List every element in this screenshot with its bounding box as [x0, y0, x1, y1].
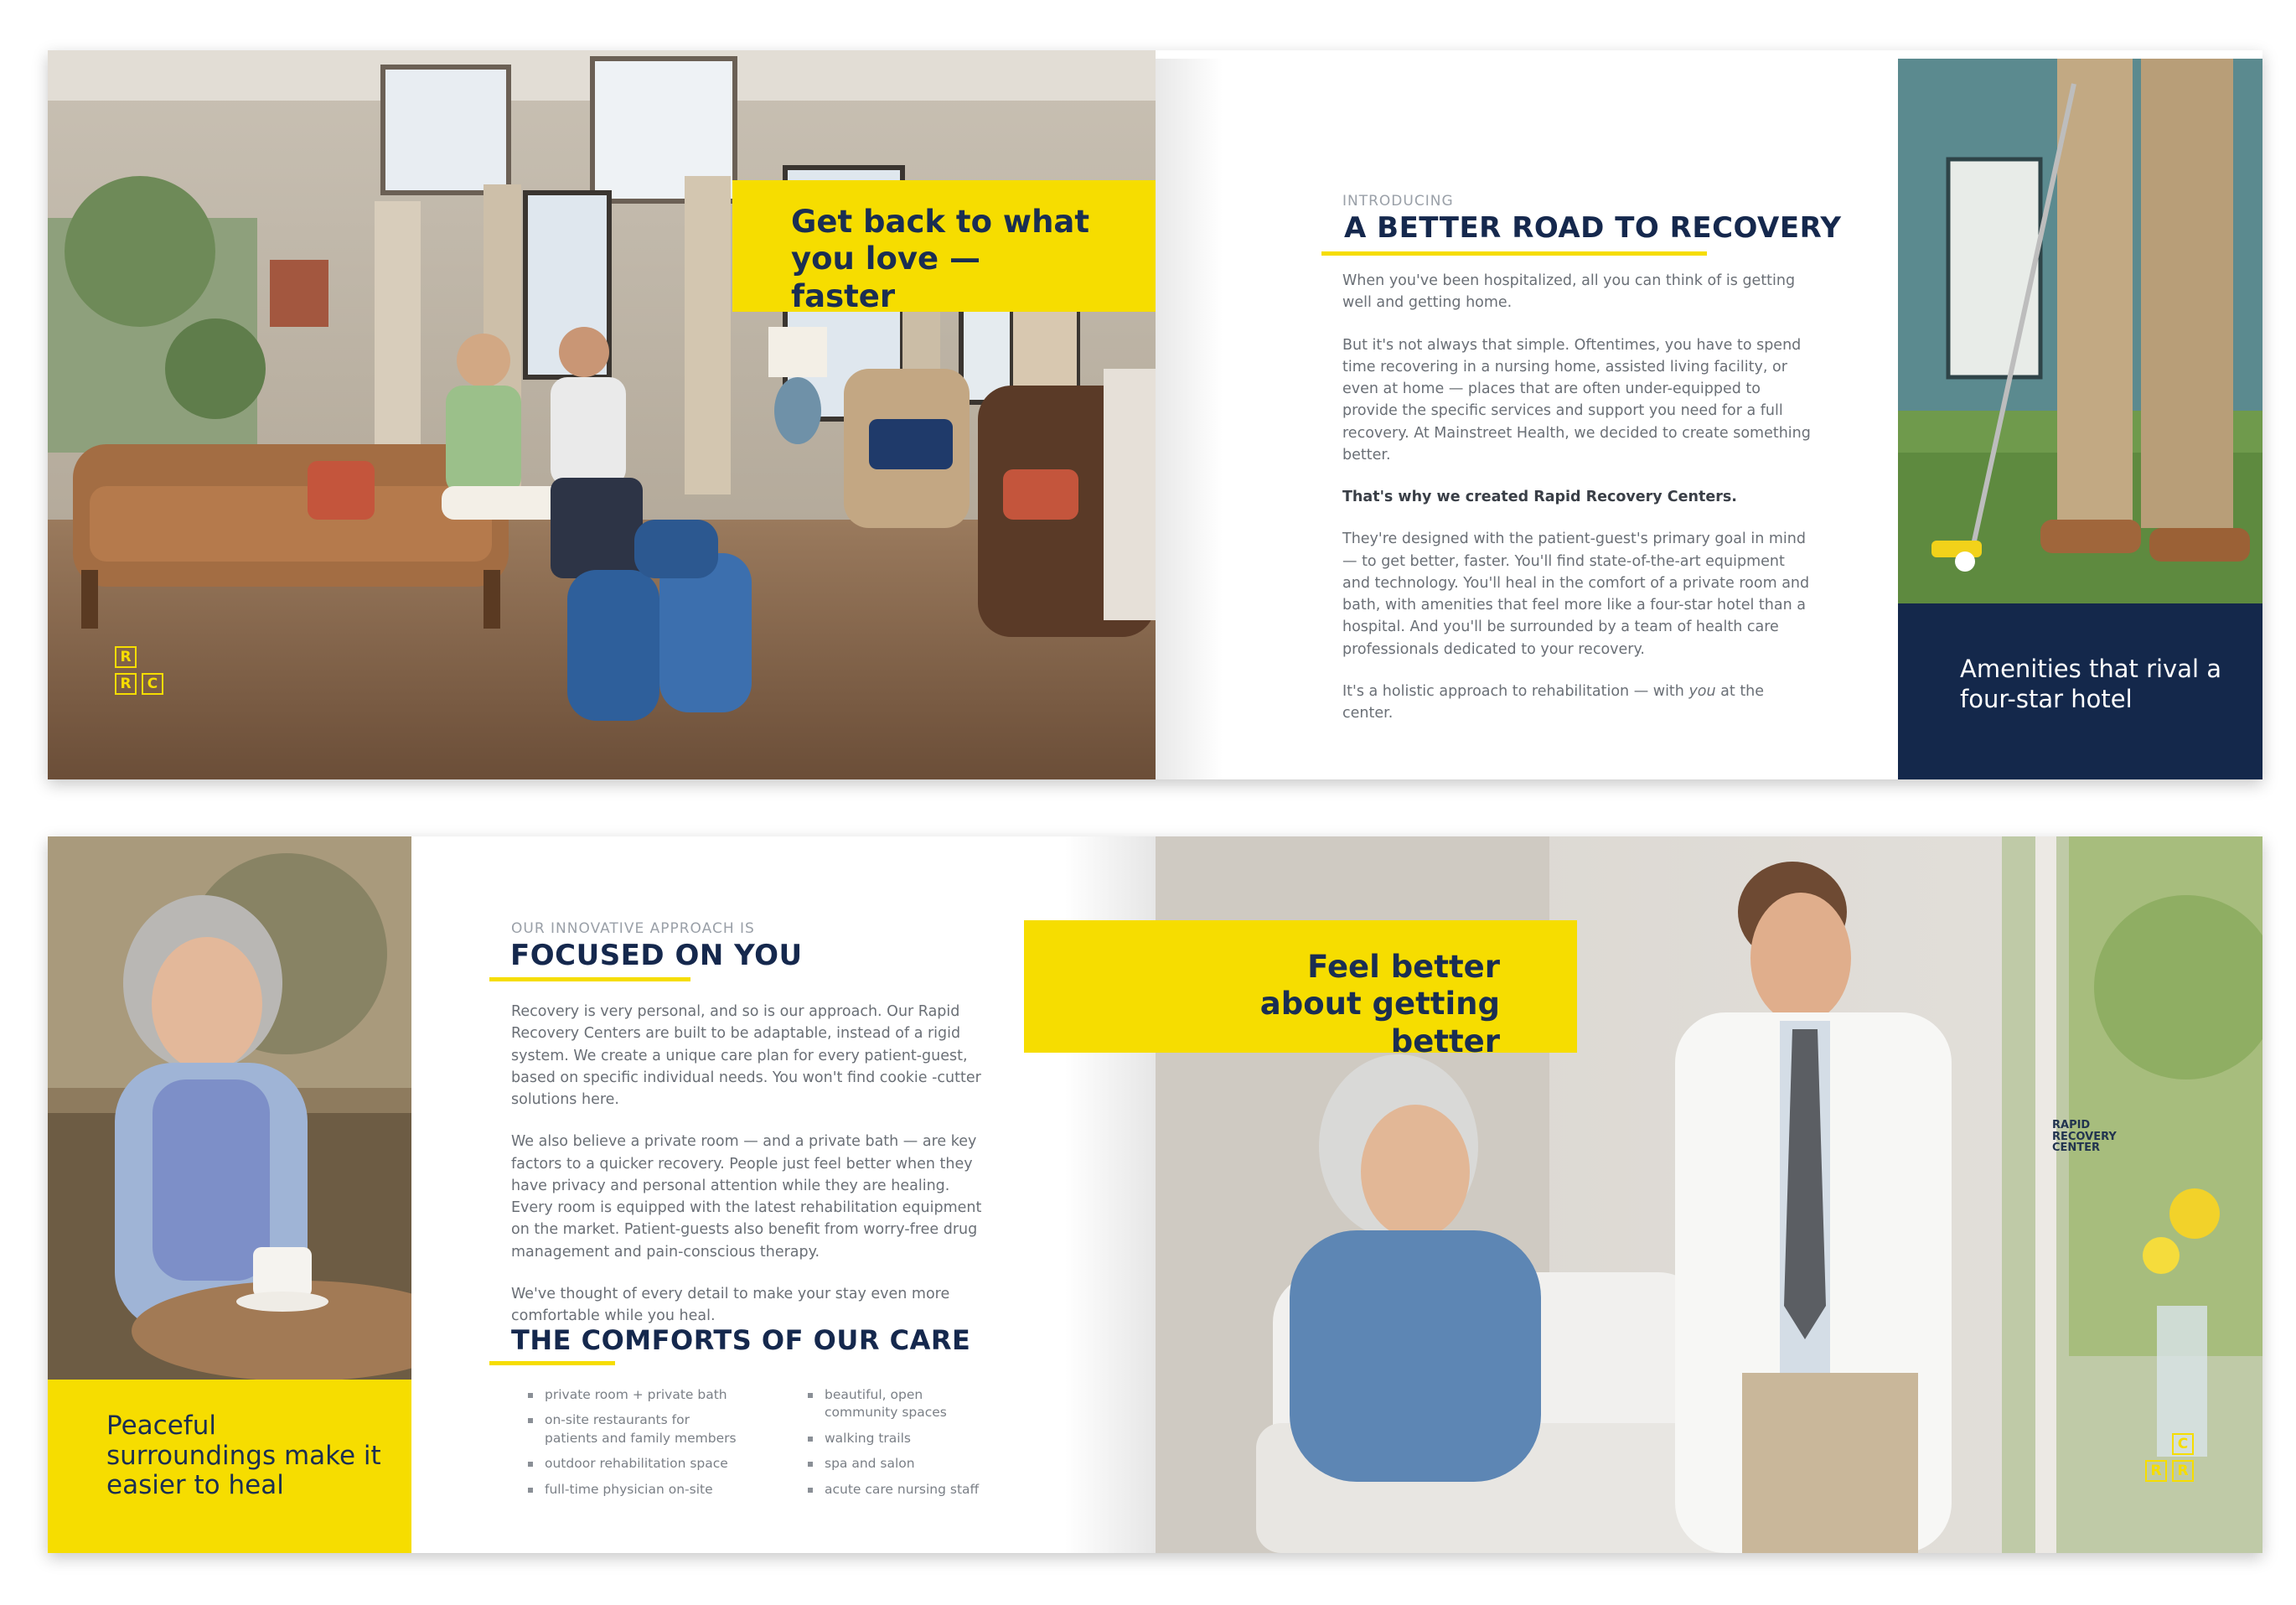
comforts-heading: THE COMFORTS OF OUR CARE	[511, 1324, 971, 1356]
focused-body	[511, 1001, 985, 1347]
brochure-spread-bottom	[48, 836, 2262, 1553]
lounge-illustration	[48, 50, 1156, 779]
list-item: private room + private bath	[528, 1386, 746, 1404]
brochure-spread-top	[48, 50, 2262, 779]
list-item: outdoor rehabilitation space	[528, 1455, 746, 1473]
list-item: on-site restaurants for patients and family members	[528, 1411, 746, 1447]
intro-bold-line: That's why we created Rapid Recovery Centers.	[1342, 489, 1737, 505]
logo-letter: R	[115, 646, 137, 668]
callout-feel-better-text: Feel better about getting better	[1259, 949, 1500, 1059]
intro-heading: A BETTER ROAD TO RECOVERY	[1344, 211, 1842, 245]
comforts-list-right	[808, 1386, 992, 1506]
amenities-box	[1898, 603, 2262, 779]
list-item: acute care nursing staff	[808, 1481, 992, 1499]
callout-get-back-text: Get back to what you love — faster	[791, 204, 1090, 314]
focused-kicker: OUR INNOVATIVE APPROACH IS	[511, 920, 755, 937]
list-item: beautiful, open community spaces	[808, 1386, 992, 1422]
focused-paragraph: Recovery is very personal, and so is our approach. Our Rapid Recovery Centers are built to be adaptable, instead of a rigid system. We create a unique care plan for every patient-guest, based on specific individual needs. You won't find cookie -cutter solutions here.	[511, 1003, 981, 1108]
intro-closing-b: at the center.	[1342, 682, 1765, 722]
peaceful-box	[48, 1380, 411, 1553]
peaceful-text: Peaceful surroundings make it easier to heal	[106, 1411, 381, 1501]
intro-closing	[1342, 681, 1812, 725]
lounge-photo	[48, 50, 1156, 779]
amenities-text: Amenities that rival a four-star hotel	[1960, 655, 2222, 714]
logo-blank	[2145, 1433, 2167, 1455]
intro-body	[1342, 270, 1812, 744]
intro-heading-rule	[1321, 251, 1707, 256]
logo-blank	[142, 646, 163, 668]
comforts-heading-rule	[489, 1361, 615, 1365]
intro-paragraph: But it's not always that simple. Oftentimes, you have to spend time recovering in a nursing home, assisted living facility, or even at home — places that are often under-equipped to provide the specific services and support you need for a full recovery. At Mainstreet Health, we decided to create something better.	[1342, 336, 1811, 463]
focused-heading-rule	[489, 977, 690, 981]
intro-paragraph: When you've been hospitalized, all you can think of is getting well and getting home.	[1342, 272, 1796, 312]
coat-logo-text: RAPID RECOVERY CENTER	[2052, 1119, 2117, 1155]
logo-letter: R	[2145, 1460, 2167, 1482]
focused-heading: FOCUSED ON YOU	[510, 939, 803, 972]
callout-feel-better	[1024, 920, 1577, 1059]
intro-closing-a: It's a holistic approach to rehabilitation — with	[1342, 682, 1689, 700]
woman-cup-illustration	[48, 836, 411, 1380]
comforts-list-left	[528, 1386, 746, 1506]
logo-letter: C	[142, 673, 163, 695]
golf-illustration	[1898, 59, 2262, 603]
list-item: walking trails	[808, 1430, 992, 1447]
list-item: full-time physician on-site	[528, 1481, 746, 1499]
rrc-logo-bottom	[2145, 1433, 2194, 1482]
golf-photo	[1898, 59, 2262, 603]
logo-letter: R	[115, 673, 137, 695]
intro-closing-em: you	[1688, 682, 1716, 700]
list-item: spa and salon	[808, 1455, 992, 1473]
woman-cup-photo	[48, 836, 411, 1380]
logo-letter: R	[2172, 1460, 2194, 1482]
rrc-logo-top	[115, 646, 163, 695]
logo-letter: C	[2172, 1433, 2194, 1455]
intro-paragraph: They're designed with the patient-guest's primary goal in mind — to get better, faster. You'll find state-of-the-art equipment and technology. You'll heal in the comfort of a private room and bath, with amenities that feel more like a four-star hotel than a hospital. And you'll be surrounded by a team of health care professionals dedicated to your recovery.	[1342, 531, 1810, 658]
focused-paragraph: We've thought of every detail to make your stay even more comfortable while you heal.	[511, 1285, 950, 1324]
intro-kicker: INTRODUCING	[1342, 193, 1454, 210]
focused-paragraph: We also believe a private room — and a private bath — are key factors to a quicker recovery. People just feel better when they have privacy and personal attention while they are healing. Every room is equipped with the latest rehabilitation equipment on the market. Patient-guests also benefit from worry-free drug management and pain-conscious therapy.	[511, 1133, 982, 1261]
